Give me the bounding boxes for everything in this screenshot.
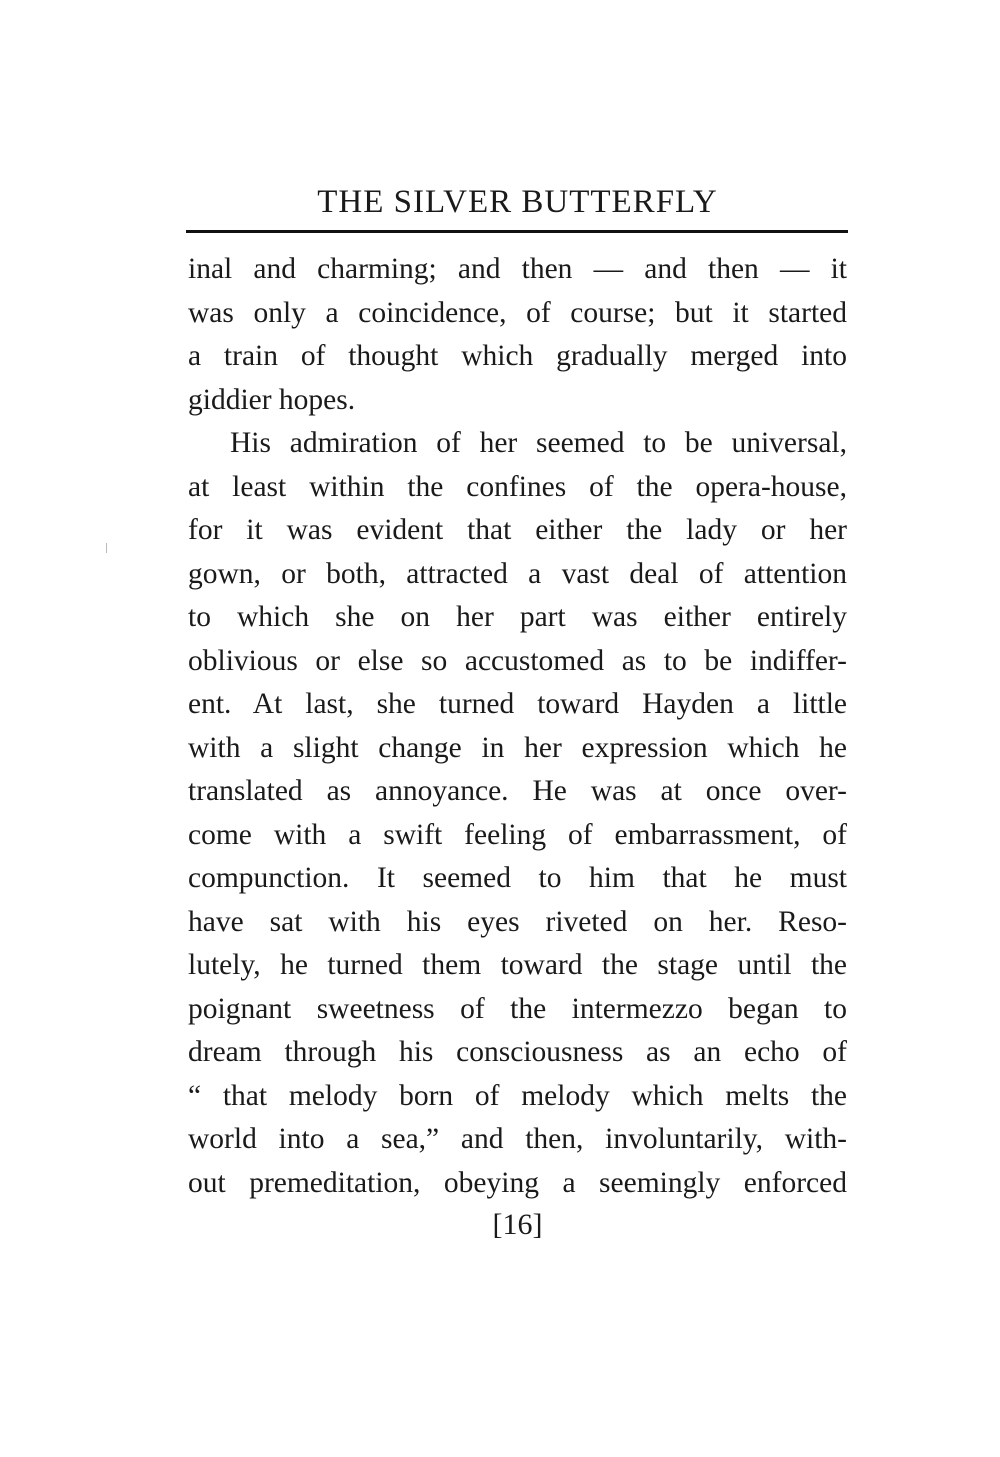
text-line: come with a swift feeling of embarrassment, of bbox=[188, 818, 847, 851]
text-line: to which she on her part was either entirely bbox=[188, 601, 847, 633]
body-text bbox=[188, 248, 847, 1205]
text-line: inal and charming; and then — and then — it bbox=[188, 253, 847, 285]
text-line: out premeditation, obeying a seemingly enforced bbox=[188, 1166, 847, 1199]
text-line: oblivious or else so accustomed as to be indiffer- bbox=[188, 644, 847, 677]
text-line: have sat with his eyes riveted on her. Reso- bbox=[188, 905, 847, 938]
text-line: for it was evident that either the lady or her bbox=[188, 514, 847, 546]
text-line: translated as annoyance. He was at once over- bbox=[188, 775, 847, 807]
paragraph-2 bbox=[188, 422, 847, 1205]
text-line: dream through his consciousness as an echo of bbox=[188, 1036, 847, 1068]
text-line: a train of thought which gradually merged into bbox=[188, 340, 847, 372]
text-line: gown, or both, attracted a vast deal of attention bbox=[188, 557, 847, 590]
text-line: compunction. It seemed to him that he must bbox=[188, 862, 847, 894]
text-line: ent. At last, she turned toward Hayden a little bbox=[188, 688, 847, 720]
paragraph-1 bbox=[188, 248, 847, 422]
text-line: was only a coincidence, of course; but it started bbox=[188, 296, 847, 329]
text-line: poignant sweetness of the intermezzo began to bbox=[188, 992, 847, 1025]
text-line: giddier hopes. bbox=[188, 383, 356, 416]
margin-mark bbox=[106, 543, 107, 553]
page-number: [16] bbox=[492, 1208, 543, 1241]
text-line: with a slight change in her expression which he bbox=[188, 731, 847, 764]
text-line: at least within the confines of the opera-house, bbox=[188, 470, 847, 503]
text-line: lutely, he turned them toward the stage until the bbox=[188, 949, 847, 981]
text-line: world into a sea,” and then, involuntarily, with- bbox=[188, 1123, 847, 1155]
text-line: “ that melody born of melody which melts the bbox=[188, 1079, 847, 1112]
header-rule bbox=[186, 230, 848, 233]
text-line: His admiration of her seemed to be universal, bbox=[230, 427, 847, 459]
running-head: THE SILVER BUTTERFLY bbox=[317, 184, 718, 220]
